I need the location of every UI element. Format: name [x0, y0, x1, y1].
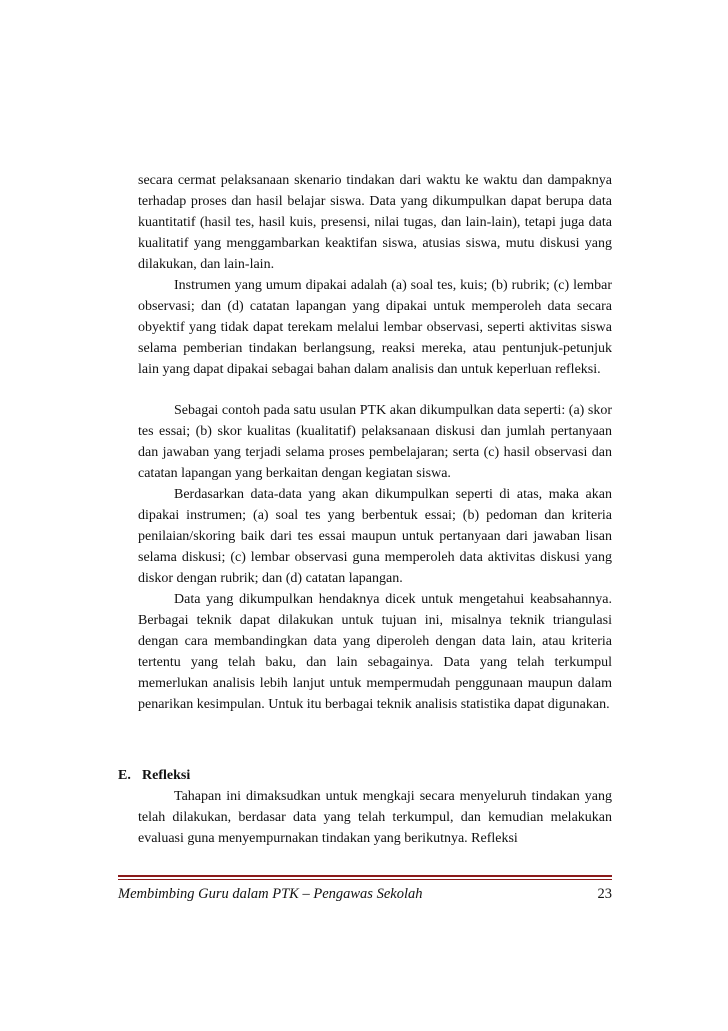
paragraph-instrument-list: Berdasarkan data-data yang akan dikumpulkan seperti di atas, maka akan dipakai instrumen; (a) soal tes yang berbentuk essai; (b) pedoman dan kriteria penilaian/skoring baik dari tes essai maupun untuk pertanyaan dari jawaban lisan selama diskusi; (c) lembar observasi guna memperoleh data aktivitas diskusi yang diskor dengan rubrik; dan (d) catatan lapangan. — [138, 487, 612, 586]
footer-rule — [118, 875, 612, 877]
footer-rule-thin — [118, 879, 612, 880]
paragraph-validity: Data yang dikumpulkan hendaknya dicek untuk mengetahui keabsahannya. Berbagai teknik dapat dilakukan untuk tujuan ini, misalnya teknik triangulasi dengan cara membandingkan data yang diperoleh dengan data lain, atau kriteria tertentu yang telah baku, dan lain sebagainya. Data yang telah terkumpul memerlukan analisis lebih lanjut untuk mempermudah penggunaan maupun dalam penarikan kesimpulan. Untuk itu berbagai teknik analisis statistika dapat digunakan. — [138, 592, 612, 712]
paragraph-refleksi: Tahapan ini dimaksudkan untuk mengkaji secara menyeluruh tindakan yang telah dilakukan, berdasar data yang telah terkumpul, dan kemudian melakukan evaluasi guna menyempurnakan tindakan yang berikutnya. Refleksi — [138, 789, 612, 846]
footer-book-title: Membimbing Guru dalam PTK – Pengawas Sekolah — [118, 886, 423, 902]
paragraph-data-collection: secara cermat pelaksanaan skenario tindakan dari waktu ke waktu dan dampaknya terhadap proses dan hasil belajar siswa. Data yang dikumpulkan dapat berupa data kuantitatif (hasil tes, hasil kuis, presensi, nilai tugas, dan lain-lain), tetapi juga data kualitatif yang menggambarkan keaktifan siswa, atusias siswa, mutu diskusi yang dilakukan, dan lain-lain. — [138, 173, 612, 272]
section-heading-refleksi — [118, 766, 190, 786]
page-number: 23 — [597, 886, 612, 902]
section-title: Refleksi — [142, 768, 191, 783]
section-letter: E. — [118, 768, 131, 783]
paragraph-instruments: Instrumen yang umum dipakai adalah (a) soal tes, kuis; (b) rubrik; (c) lembar observasi; dan (d) catatan lapangan yang dipakai untuk memperoleh data secara obyektif yang tidak dapat terekam melalui lembar observasi, seperti aktivitas siswa selama pemberian tindakan berlangsung, reaksi mereka, atau pentunjuk-petunjuk lain yang dapat dipakai sebagai bahan dalam analisis dan untuk keperluan refleksi. — [138, 278, 612, 377]
paragraph-example: Sebagai contoh pada satu usulan PTK akan dikumpulkan data seperti: (a) skor tes essai; (b) skor kualitas (kualitatif) pelaksanaan diskusi dan jumlah pertanyaan dan jawaban yang terjadi selama proses pembelajaran; serta (c) hasil observasi dan catatan lapangan yang berkaitan dengan kegiatan siswa. — [138, 403, 612, 481]
